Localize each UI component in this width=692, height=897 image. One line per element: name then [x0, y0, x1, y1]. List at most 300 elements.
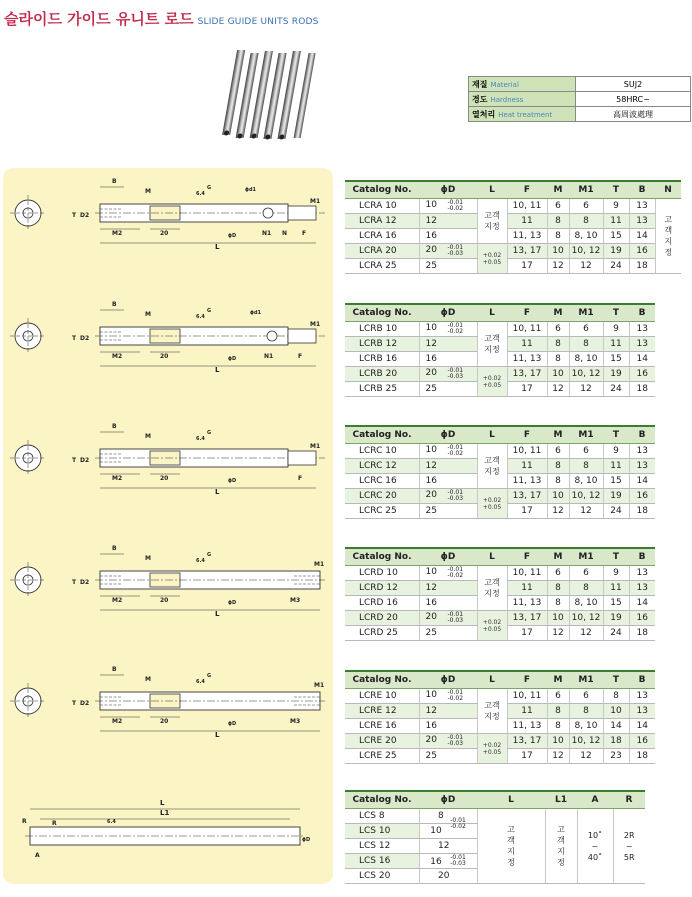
table-row [345, 367, 655, 382]
t-value: 23 [603, 749, 629, 764]
drawing-label: M1 [314, 561, 325, 568]
f-value: 11, 13 [507, 352, 547, 367]
drawing-label: M [145, 433, 151, 440]
f-value: 17 [507, 259, 547, 274]
technical-drawings [0, 168, 335, 884]
table-row [345, 244, 681, 259]
title-ko: 슬라이드 가이드 유니트 로드 [4, 10, 194, 28]
m-value: 12 [547, 749, 569, 764]
drawing-label: 20 [160, 353, 169, 360]
drawing-label: A [35, 852, 40, 859]
table-header: T [603, 181, 629, 199]
drawing-label: L [160, 799, 165, 807]
l-tolerance: +0.02 +0.05 [477, 611, 507, 641]
m1-value: 10, 12 [569, 367, 603, 382]
m-value: 6 [547, 689, 569, 704]
m1-value: 10, 12 [569, 734, 603, 749]
b-value: 14 [629, 474, 655, 489]
f-value: 11, 13 [507, 229, 547, 244]
m1-value: 8, 10 [569, 229, 603, 244]
catalog-no: LCRE 16 [345, 719, 419, 734]
drawing-label: T [72, 212, 77, 219]
f-value: 10, 11 [507, 199, 547, 214]
table-header: T [603, 548, 629, 566]
t-value: 11 [603, 459, 629, 474]
table-header: B [629, 426, 655, 444]
diameter: 16 [419, 596, 477, 611]
drawing-label: L [215, 488, 220, 496]
m1-value: 8 [569, 214, 603, 229]
drawing-label: T [72, 335, 77, 342]
catalog-no: LCRA 16 [345, 229, 419, 244]
drawing-label: D2 [80, 700, 90, 707]
m-value: 6 [547, 322, 569, 337]
catalog-no: LCRC 25 [345, 504, 419, 519]
drawing-label: M [145, 188, 151, 195]
lcrd-spec-table [345, 547, 655, 641]
l-value: 고객 지정 [477, 444, 507, 489]
table-row [345, 489, 655, 504]
table-header: ϕD [419, 671, 477, 689]
drawing-label: D2 [80, 579, 90, 586]
table-header-row [345, 548, 655, 566]
table-header: M1 [569, 548, 603, 566]
table-header: M1 [569, 304, 603, 322]
table-header-row: Catalog No. ϕD L L1 A R [345, 791, 645, 809]
t-value: 24 [603, 382, 629, 397]
t-value: 15 [603, 352, 629, 367]
lcs-spec-table [345, 790, 645, 884]
drawing-label: M3 [290, 718, 301, 725]
drawing-label: M2 [112, 597, 123, 604]
f-value: 11 [507, 214, 547, 229]
drawing-label: ϕD [228, 721, 237, 727]
diameter: 16 [419, 719, 477, 734]
rod-end-step [288, 206, 316, 220]
m-value: 6 [547, 199, 569, 214]
m1-value: 8, 10 [569, 596, 603, 611]
catalog-no: LCRB 12 [345, 337, 419, 352]
table-row [345, 689, 655, 704]
drawing-label: R [52, 820, 57, 827]
b-value: 13 [629, 322, 655, 337]
m1-value: 12 [569, 749, 603, 764]
f-value: 13, 17 [507, 489, 547, 504]
drawing-label: M [145, 555, 151, 562]
m-value: 8 [547, 474, 569, 489]
m1-value: 6 [569, 322, 603, 337]
table-row: LCS 10 10-0.01 -0.02 [345, 824, 645, 839]
drawing-label: B [112, 423, 117, 430]
catalog-no: LCRA 12 [345, 214, 419, 229]
t-value: 11 [603, 337, 629, 352]
f-value: 10, 11 [507, 566, 547, 581]
table-header: ϕD [419, 426, 477, 444]
drawing-label: B [112, 178, 117, 185]
table-header: M [547, 304, 569, 322]
table-header: B [629, 304, 655, 322]
l-tolerance: +0.02 +0.05 [477, 367, 507, 397]
f-value: 10, 11 [507, 322, 547, 337]
f-value: 17 [507, 382, 547, 397]
m1-value: 6 [569, 566, 603, 581]
table-header: L [477, 304, 507, 322]
table-header-row [345, 426, 655, 444]
b-value: 13 [629, 689, 655, 704]
b-value: 16 [629, 367, 655, 382]
table-row [345, 229, 681, 244]
table-row [345, 214, 681, 229]
drawing-label: M2 [112, 718, 123, 725]
drawing-label: 6.4 [196, 191, 205, 197]
m1-value: 10, 12 [569, 489, 603, 504]
table-header: T [603, 671, 629, 689]
drawing-label: 20 [160, 230, 169, 237]
table-header: M [547, 671, 569, 689]
b-value: 16 [629, 734, 655, 749]
t-value: 11 [603, 581, 629, 596]
table-row [345, 199, 681, 214]
f-value: 10, 11 [507, 689, 547, 704]
b-value: 16 [629, 489, 655, 504]
f-value: 11 [507, 337, 547, 352]
table-row [345, 322, 655, 337]
diameter: 16 [419, 352, 477, 367]
table-header: M [547, 548, 569, 566]
n-value: 고 객 지 정 [655, 199, 681, 274]
l-tolerance: +0.02 +0.05 [477, 489, 507, 519]
drawing-label: ϕD [228, 478, 237, 484]
table-header: Catalog No. [345, 304, 419, 322]
table-header: M [547, 426, 569, 444]
t-value: 19 [603, 367, 629, 382]
f-value: 17 [507, 749, 547, 764]
l-value: 고객 지정 [477, 689, 507, 734]
b-value: 13 [629, 214, 655, 229]
drawing-label: 20 [160, 475, 169, 482]
diameter: 16 [419, 474, 477, 489]
b-value: 13 [629, 566, 655, 581]
m1-value: 12 [569, 259, 603, 274]
drawing-label: L [215, 610, 220, 618]
catalog-no: LCRC 16 [345, 474, 419, 489]
drawing-label: G [207, 552, 212, 558]
m-value: 12 [547, 504, 569, 519]
m1-value: 12 [569, 504, 603, 519]
m-value: 6 [547, 566, 569, 581]
diameter: 12 [419, 214, 477, 229]
table-header: L [477, 671, 507, 689]
catalog-no: LCRC 12 [345, 459, 419, 474]
cross-hole [263, 208, 273, 218]
table-header: F [507, 181, 547, 199]
diameter: 12 [419, 459, 477, 474]
f-value: 11 [507, 704, 547, 719]
catalog-no: LCRB 20 [345, 367, 419, 382]
m1-value: 6 [569, 199, 603, 214]
b-value: 18 [629, 749, 655, 764]
table-header: F [507, 426, 547, 444]
drawing-label: N [282, 230, 288, 237]
drawing-label: 6.4 [107, 819, 116, 825]
t-value: 24 [603, 259, 629, 274]
drawing-label: M3 [290, 597, 301, 604]
drawing-label: M [145, 311, 151, 318]
drawing-label: M1 [314, 682, 325, 689]
b-value: 13 [629, 444, 655, 459]
m-value: 8 [547, 337, 569, 352]
catalog-no: LCRC 20 [345, 489, 419, 504]
table-header: F [507, 304, 547, 322]
table-header: B [629, 181, 655, 199]
t-value: 10 [603, 704, 629, 719]
m1-value: 10, 12 [569, 244, 603, 259]
drawing-label: ϕD [228, 356, 237, 362]
b-value: 14 [629, 229, 655, 244]
b-value: 14 [629, 719, 655, 734]
drawing-label: 6.4 [196, 679, 205, 685]
m-value: 8 [547, 229, 569, 244]
drawing-label: T [72, 700, 77, 707]
t-value: 18 [603, 734, 629, 749]
drawing-label: D2 [80, 457, 90, 464]
m-value: 12 [547, 626, 569, 641]
drawing-label: F [298, 353, 303, 360]
l-tolerance: +0.02 +0.05 [477, 244, 507, 274]
table-header: Catalog No. [345, 671, 419, 689]
drawing-label: B [112, 666, 117, 673]
m-value: 8 [547, 704, 569, 719]
drawing-label: B [112, 301, 117, 308]
f-value: 11, 13 [507, 474, 547, 489]
b-value: 18 [629, 504, 655, 519]
m-value: 8 [547, 459, 569, 474]
catalog-no: LCRB 16 [345, 352, 419, 367]
catalog-no: LCRC 10 [345, 444, 419, 459]
t-value: 8 [603, 689, 629, 704]
diameter: 25 [419, 749, 477, 764]
diameter: 10 -0.01 -0.02 [419, 199, 477, 214]
t-value: 9 [603, 199, 629, 214]
m1-value: 8 [569, 337, 603, 352]
catalog-no: LCRD 25 [345, 626, 419, 641]
lcs-a: 10˚ ~ 40˚ [577, 809, 613, 884]
table-header: N [655, 181, 681, 199]
catalog-no: LCRB 10 [345, 322, 419, 337]
t-value: 19 [603, 489, 629, 504]
diameter: 25 [419, 259, 477, 274]
m-value: 10 [547, 244, 569, 259]
diameter: 12 [419, 337, 477, 352]
lcs-l1: 고 객 지 정 [545, 809, 577, 884]
m-value: 10 [547, 611, 569, 626]
page-title [4, 8, 319, 29]
material-table [468, 76, 691, 122]
drawing-label: D2 [80, 212, 90, 219]
b-value: 13 [629, 704, 655, 719]
drawing-label: ϕd1 [245, 187, 257, 193]
t-value: 9 [603, 444, 629, 459]
f-value: 13, 17 [507, 734, 547, 749]
l-value: 고객 지정 [477, 199, 507, 244]
drawing-label: ϕD [228, 233, 237, 239]
table-header: M1 [569, 671, 603, 689]
table-header: ϕD [419, 181, 477, 199]
l-tolerance: +0.02 +0.05 [477, 734, 507, 764]
b-value: 13 [629, 459, 655, 474]
drawing-label: 6.4 [196, 314, 205, 320]
table-header: ϕD [419, 304, 477, 322]
drawing-label: R [22, 818, 27, 825]
table-header: M [547, 181, 569, 199]
m1-value: 6 [569, 689, 603, 704]
m1-value: 12 [569, 626, 603, 641]
lcs-l: 고 객 지 정 [477, 809, 545, 884]
drawing-label: G [207, 430, 212, 436]
catalog-no: LCRD 10 [345, 566, 419, 581]
table-header: T [603, 304, 629, 322]
f-value: 11 [507, 459, 547, 474]
drawing-label: T [72, 579, 77, 586]
m1-value: 8, 10 [569, 352, 603, 367]
f-value: 13, 17 [507, 244, 547, 259]
m-value: 8 [547, 719, 569, 734]
m-value: 8 [547, 596, 569, 611]
l-value: 고객 지정 [477, 322, 507, 367]
diameter: 20 -0.01 -0.03 [419, 244, 477, 259]
lcs-r: 2R ~ 5R [613, 809, 645, 884]
t-value: 19 [603, 244, 629, 259]
diameter: 20 -0.01 -0.03 [419, 734, 477, 749]
drawing-label: ϕD [228, 600, 237, 606]
drawing-label: M2 [112, 230, 123, 237]
catalog-no: LCRE 12 [345, 704, 419, 719]
t-value: 11 [603, 214, 629, 229]
drawing-label: M2 [112, 353, 123, 360]
b-value: 13 [629, 337, 655, 352]
rod-end-step [288, 451, 316, 465]
b-value: 16 [629, 244, 655, 259]
table-row: LCS 12 12 [345, 839, 645, 854]
table-header: M1 [569, 426, 603, 444]
b-value: 18 [629, 259, 655, 274]
cross-hole [267, 331, 277, 341]
drawing-label: L [215, 243, 220, 251]
table-row [345, 566, 655, 581]
table-header-row [345, 181, 681, 199]
diameter: 12 [419, 581, 477, 596]
drawing-label: G [207, 185, 212, 191]
m1-value: 8 [569, 704, 603, 719]
table-header: T [603, 426, 629, 444]
m-value: 10 [547, 489, 569, 504]
material-row: 재질 Material SUJ2 [469, 77, 691, 92]
f-value: 13, 17 [507, 611, 547, 626]
f-value: 13, 17 [507, 367, 547, 382]
table-header: F [507, 671, 547, 689]
diameter: 10 -0.01 -0.02 [419, 444, 477, 459]
drawing-label: 20 [160, 597, 169, 604]
drawing-label: 6.4 [196, 558, 205, 564]
drawing-label: M [145, 676, 151, 683]
diameter: 25 [419, 504, 477, 519]
drawing-label: G [207, 673, 212, 679]
f-value: 11 [507, 581, 547, 596]
catalog-no: LCRE 10 [345, 689, 419, 704]
m-value: 8 [547, 352, 569, 367]
drawing-label: B [112, 545, 117, 552]
b-value: 13 [629, 581, 655, 596]
rod-end-step [288, 329, 316, 343]
t-value: 9 [603, 322, 629, 337]
material-row: 열처리 Heat treatment 高周波處理 [469, 107, 691, 122]
diameter: 16 [419, 229, 477, 244]
table-header: B [629, 671, 655, 689]
table-row [345, 444, 655, 459]
table-header: L [477, 181, 507, 199]
lcre-spec-table [345, 670, 655, 764]
f-value: 11, 13 [507, 596, 547, 611]
table-row [345, 611, 655, 626]
material-row: 경도 Hardness 58HRC~ [469, 92, 691, 107]
t-value: 24 [603, 504, 629, 519]
table-header-row [345, 304, 655, 322]
drawing-label: M2 [112, 475, 123, 482]
t-value: 15 [603, 474, 629, 489]
table-row [345, 259, 681, 274]
table-header: Catalog No. [345, 426, 419, 444]
l-value: 고객 지정 [477, 566, 507, 611]
table-header: F [507, 548, 547, 566]
table-header: Catalog No. [345, 548, 419, 566]
drawing-label: L [215, 366, 220, 374]
catalog-no: LCRB 25 [345, 382, 419, 397]
t-value: 14 [603, 719, 629, 734]
drawing-label: 6.4 [196, 436, 205, 442]
catalog-no: LCRE 25 [345, 749, 419, 764]
b-value: 13 [629, 199, 655, 214]
drawing-label: N1 [264, 353, 274, 360]
catalog-no: LCRE 20 [345, 734, 419, 749]
m-value: 12 [547, 382, 569, 397]
table-header: L [477, 426, 507, 444]
lcrb-spec-table [345, 303, 655, 397]
drawing-label: ϕd1 [250, 310, 262, 316]
table-header: Catalog No. [345, 181, 419, 199]
drawing-label: M1 [310, 198, 321, 205]
catalog-no: LCRD 16 [345, 596, 419, 611]
diameter: 20 -0.01 -0.03 [419, 489, 477, 504]
table-header: M1 [569, 181, 603, 199]
drawing-label: F [298, 475, 303, 482]
title-en: SLIDE GUIDE UNITS RODS [197, 17, 319, 27]
table-header: ϕD [419, 548, 477, 566]
catalog-no: LCRA 10 [345, 199, 419, 214]
catalog-no: LCRD 20 [345, 611, 419, 626]
catalog-no: LCRA 25 [345, 259, 419, 274]
b-value: 18 [629, 626, 655, 641]
rods-photo [218, 45, 348, 145]
diameter: 12 [419, 704, 477, 719]
m-value: 8 [547, 214, 569, 229]
t-value: 15 [603, 596, 629, 611]
m-value: 10 [547, 367, 569, 382]
drawing-label: N1 [262, 230, 272, 237]
b-value: 14 [629, 352, 655, 367]
drawing-label: M1 [310, 443, 321, 450]
table-header: B [629, 548, 655, 566]
drawing-label: D2 [80, 335, 90, 342]
